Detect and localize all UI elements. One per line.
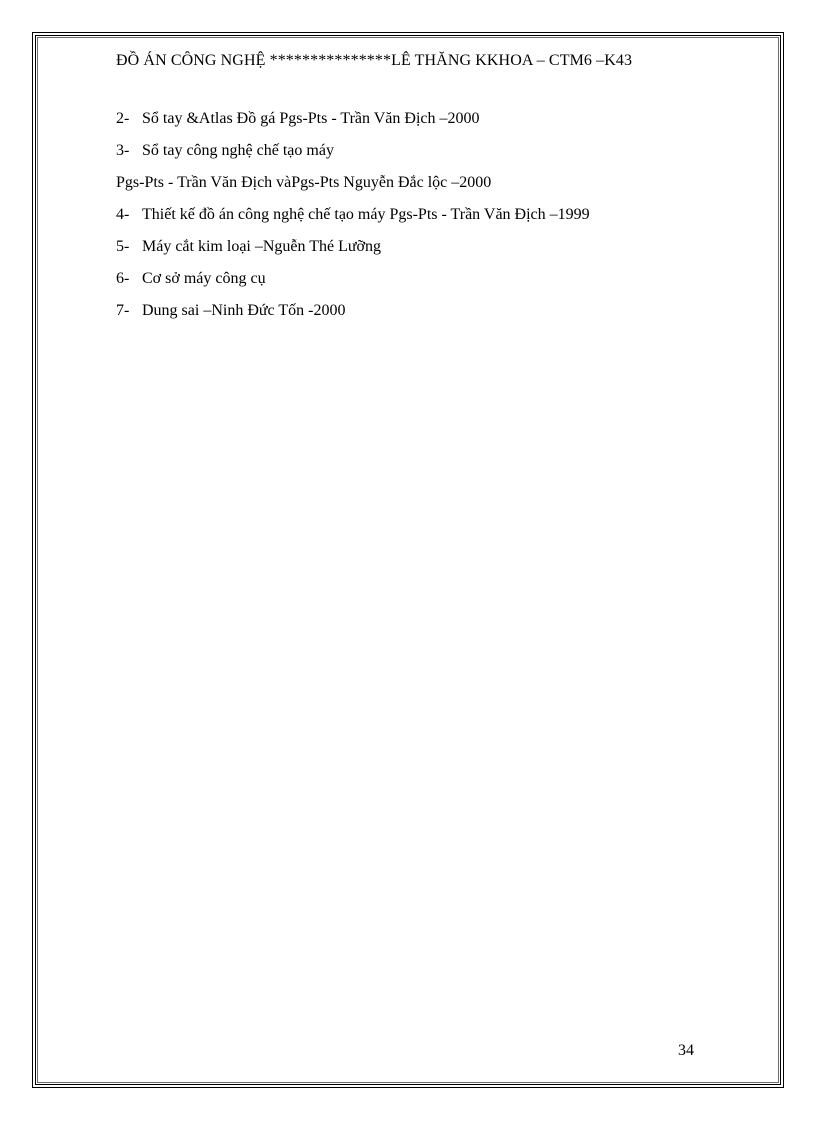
reference-text: Máy cắt kim loại –Nguễn Thé Lưỡng xyxy=(142,238,382,255)
reference-item xyxy=(116,199,590,231)
reference-list xyxy=(116,103,590,327)
reference-number: 4- xyxy=(116,206,130,223)
reference-text: Dung sai –Ninh Đức Tốn -2000 xyxy=(142,302,346,319)
reference-item xyxy=(116,263,590,295)
page-number: 34 xyxy=(678,1042,694,1059)
reference-number: 5- xyxy=(116,238,130,255)
reference-item xyxy=(116,231,590,263)
reference-item xyxy=(116,295,590,327)
reference-text: Sổ tay &Atlas Đồ gá Pgs-Pts - Trần Văn Địch –2000 xyxy=(142,110,480,127)
document-header: ĐỒ ÁN CÔNG NGHỆ ***************LÊ THĂNG KKHOA – CTM6 –K43 xyxy=(116,52,633,69)
reference-item xyxy=(116,135,590,167)
reference-item xyxy=(116,103,590,135)
reference-text: Thiết kế đồ án công nghệ chế tạo máy Pgs-Pts - Trần Văn Địch –1999 xyxy=(142,206,590,223)
reference-number: 6- xyxy=(116,270,130,287)
reference-number: 2- xyxy=(116,110,130,127)
reference-continuation xyxy=(116,167,590,199)
reference-text: Sổ tay công nghệ chế tạo máy xyxy=(142,142,334,159)
reference-text: Cơ sở máy công cụ xyxy=(142,270,266,287)
reference-number: 7- xyxy=(116,302,130,319)
reference-number: 3- xyxy=(116,142,130,159)
reference-text: Pgs-Pts - Trần Văn Địch vàPgs-Pts Nguyễn Đắc lộc –2000 xyxy=(116,174,492,191)
